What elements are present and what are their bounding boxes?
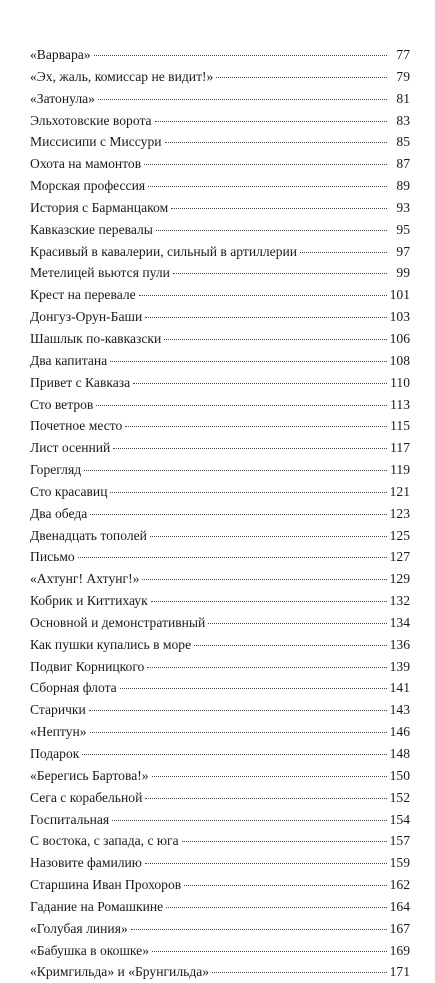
toc-entry-page-number: 125 [389,527,410,543]
toc-entry [30,830,410,852]
toc-entry [30,525,410,547]
toc-entry [30,110,410,132]
toc-entry-title: Горегляд [30,462,82,478]
toc-entry-title: «Нептун» [30,724,87,740]
toc-entry-page-number: 152 [389,789,410,805]
toc-entry [30,765,410,787]
toc-entry-page-number: 99 [396,265,410,281]
toc-entry [30,896,410,918]
toc-entry-page-number: 150 [389,767,410,783]
toc-entry [30,372,410,394]
toc-entry [30,656,410,678]
toc-entry [30,44,410,66]
dot-leader [133,382,387,384]
toc-entry-page-number: 85 [396,134,410,150]
toc-entry-page-number: 134 [389,614,410,630]
toc-entry-title: История с Барманцаком [30,199,169,215]
toc-entry [30,459,410,481]
dot-leader [90,731,387,733]
toc-entry [30,961,410,983]
toc-entry [30,809,410,831]
toc-entry [30,590,410,612]
toc-entry-page-number: 108 [389,352,410,368]
toc-entry-title: Лист осенний [30,440,111,456]
toc-entry-page-number: 129 [389,571,410,587]
toc-entry [30,241,410,263]
toc-entry-title: Сега с корабельной [30,789,143,805]
toc-entry-page-number: 157 [389,833,410,849]
dot-leader [144,163,387,165]
toc-entry-title: Назовите фамилию [30,855,142,871]
toc-entry-page-number: 119 [390,462,410,478]
dot-leader [150,535,387,537]
toc-entry-title: Подвиг Корницкого [30,658,145,674]
dot-leader [148,185,387,187]
dot-leader [89,709,387,711]
toc-entry-page-number: 93 [396,199,410,215]
dot-leader [90,513,386,515]
toc-entry-page-number: 81 [396,90,410,106]
toc-entry-title: С востока, с запада, с юга [30,833,179,849]
dot-leader [166,906,386,908]
dot-leader [112,819,386,821]
dot-leader [173,272,387,274]
dot-leader [98,98,387,100]
dot-leader [165,141,387,143]
toc-entry [30,197,410,219]
toc-entry-title: Основной и демонстративный [30,614,206,630]
toc-entry-page-number: 115 [390,418,410,434]
toc-entry [30,852,410,874]
dot-leader [145,862,387,864]
toc-entry [30,481,410,503]
toc-entry-page-number: 127 [389,549,410,565]
dot-leader [110,491,386,493]
dot-leader [139,294,387,296]
toc-entry [30,284,410,306]
toc-entry-title: Госпитальная [30,811,110,827]
toc-entry-page-number: 79 [396,68,410,84]
toc-entry-page-number: 121 [389,483,410,499]
dot-leader [151,600,387,602]
toc-entry [30,568,410,590]
dot-leader [147,666,386,668]
toc-entry-page-number: 154 [389,811,410,827]
toc-entry [30,612,410,634]
toc-entry-title: Сборная флота [30,680,117,696]
dot-leader [82,753,386,755]
dot-leader [145,316,386,318]
toc-entry-title: «Кримгильда» и «Брунгильда» [30,964,210,980]
toc-entry [30,721,410,743]
dot-leader [208,622,386,624]
toc-entry [30,66,410,88]
dot-leader [182,840,387,842]
toc-entry-title: Гадание на Ромашкине [30,898,164,914]
toc-entry-title: Морская профессия [30,178,146,194]
toc-entry-title: «Затонула» [30,90,95,106]
toc-entry-title: Двенадцать тополей [30,527,147,543]
toc-entry-page-number: 113 [390,396,410,412]
toc-entry-page-number: 117 [390,440,410,456]
dot-leader [113,447,387,449]
toc-entry-page-number: 143 [389,702,410,718]
toc-entry [30,350,410,372]
toc-entry-page-number: 171 [389,964,410,980]
toc-entry [30,175,410,197]
toc-entry [30,918,410,940]
toc-entry-page-number: 162 [389,877,410,893]
dot-leader [152,775,387,777]
dot-leader [194,644,386,646]
toc-entry-page-number: 136 [389,636,410,652]
toc-entry-title: «Бабушка в окошке» [30,942,150,958]
toc-entry-title: Письмо [30,549,75,565]
toc-entry-title: «Эх, жаль, комиссар не видит!» [30,68,214,84]
toc-entry-title: Донгуз-Орун-Баши [30,309,143,325]
toc-entry-page-number: 83 [396,112,410,128]
toc-entry [30,328,410,350]
toc-entry-title: Два капитана [30,352,108,368]
toc-entry-title: «Варвара» [30,47,91,62]
toc-entry-title: Сто красавиц [30,483,108,499]
dot-leader [78,556,387,558]
toc-entry-page-number: 103 [389,309,410,325]
toc-entry-title: Почетное место [30,418,123,434]
toc-entry-title: «Ахтунг! Ахтунг!» [30,571,140,587]
toc-entry-title: Привет с Кавказа [30,374,131,390]
toc-entry-page-number: 148 [389,746,410,761]
toc-entry-page-number: 97 [396,243,410,259]
toc-entry [30,874,410,896]
dot-leader [110,360,386,362]
dot-leader [125,425,387,427]
dot-leader [120,687,387,689]
toc-entry-page-number: 106 [389,330,410,346]
dot-leader [212,971,387,973]
dot-leader [164,338,386,340]
dot-leader [300,251,387,253]
toc-entry-title: Сто ветров [30,396,94,412]
toc-entry-title: «Голубая линия» [30,920,128,936]
toc-entry [30,634,410,656]
dot-leader [216,76,387,78]
toc-entry [30,503,410,525]
toc-entry [30,677,410,699]
toc-entry-page-number: 95 [396,221,410,237]
toc-entry-page-number: 164 [389,898,410,914]
toc-entry-title: Как пушки купались в море [30,636,192,652]
dot-leader [184,884,386,886]
dot-leader [171,207,387,209]
toc-entry-title: Эльхотовские ворота [30,112,152,128]
toc-entry-title: Старшина Иван Прохоров [30,877,182,893]
toc-entry-page-number: 169 [389,942,410,958]
toc-entry-title: Два обеда [30,505,88,521]
toc-entry-page-number: 89 [396,178,410,194]
toc-entry-title: Подарок [30,746,80,761]
toc-entry-title: Шашлык по-кавказски [30,330,162,346]
toc-entry-title: Охота на мамонтов [30,156,142,172]
dot-leader [156,229,387,231]
dot-leader [152,950,387,952]
toc-entry-page-number: 132 [389,593,410,609]
toc-entry-title: Кобрик и Киттихаук [30,593,148,609]
toc-entry-page-number: 87 [396,156,410,172]
dot-leader [94,54,387,56]
dot-leader [145,797,386,799]
toc-entry [30,415,410,437]
toc-entry [30,743,410,765]
toc-entry-title: Крест на перевале [30,287,136,303]
toc-entry [30,437,410,459]
toc-entry [30,546,410,568]
toc-entry-page-number: 141 [389,680,410,696]
toc-entry-title: Кавказские перевалы [30,221,153,237]
toc-entry-page-number: 110 [390,374,410,390]
toc-entry-title: Старички [30,702,86,718]
toc-entry-page-number: 167 [389,920,410,936]
table-of-contents [30,44,410,983]
toc-entry-page-number: 77 [396,47,410,62]
toc-entry-title: Метелицей вьются пули [30,265,170,281]
toc-entry [30,940,410,962]
toc-entry [30,699,410,721]
toc-entry [30,219,410,241]
toc-entry [30,131,410,153]
dot-leader [84,469,387,471]
dot-leader [142,578,386,580]
dot-leader [96,404,387,406]
toc-entry-page-number: 101 [389,287,410,303]
toc-entry [30,88,410,110]
dot-leader [155,120,387,122]
toc-entry [30,306,410,328]
toc-entry-page-number: 146 [389,724,410,740]
toc-entry-page-number: 123 [389,505,410,521]
toc-entry [30,153,410,175]
toc-entry-page-number: 139 [389,658,410,674]
dot-leader [131,928,387,930]
toc-entry-page-number: 159 [389,855,410,871]
toc-entry-title: Миссисипи с Миссури [30,134,162,150]
toc-entry [30,394,410,416]
toc-entry-title: Красивый в кавалерии, сильный в артиллерии [30,243,298,259]
toc-entry-title: «Берегись Бартова!» [30,767,149,783]
toc-entry [30,787,410,809]
toc-entry [30,262,410,284]
